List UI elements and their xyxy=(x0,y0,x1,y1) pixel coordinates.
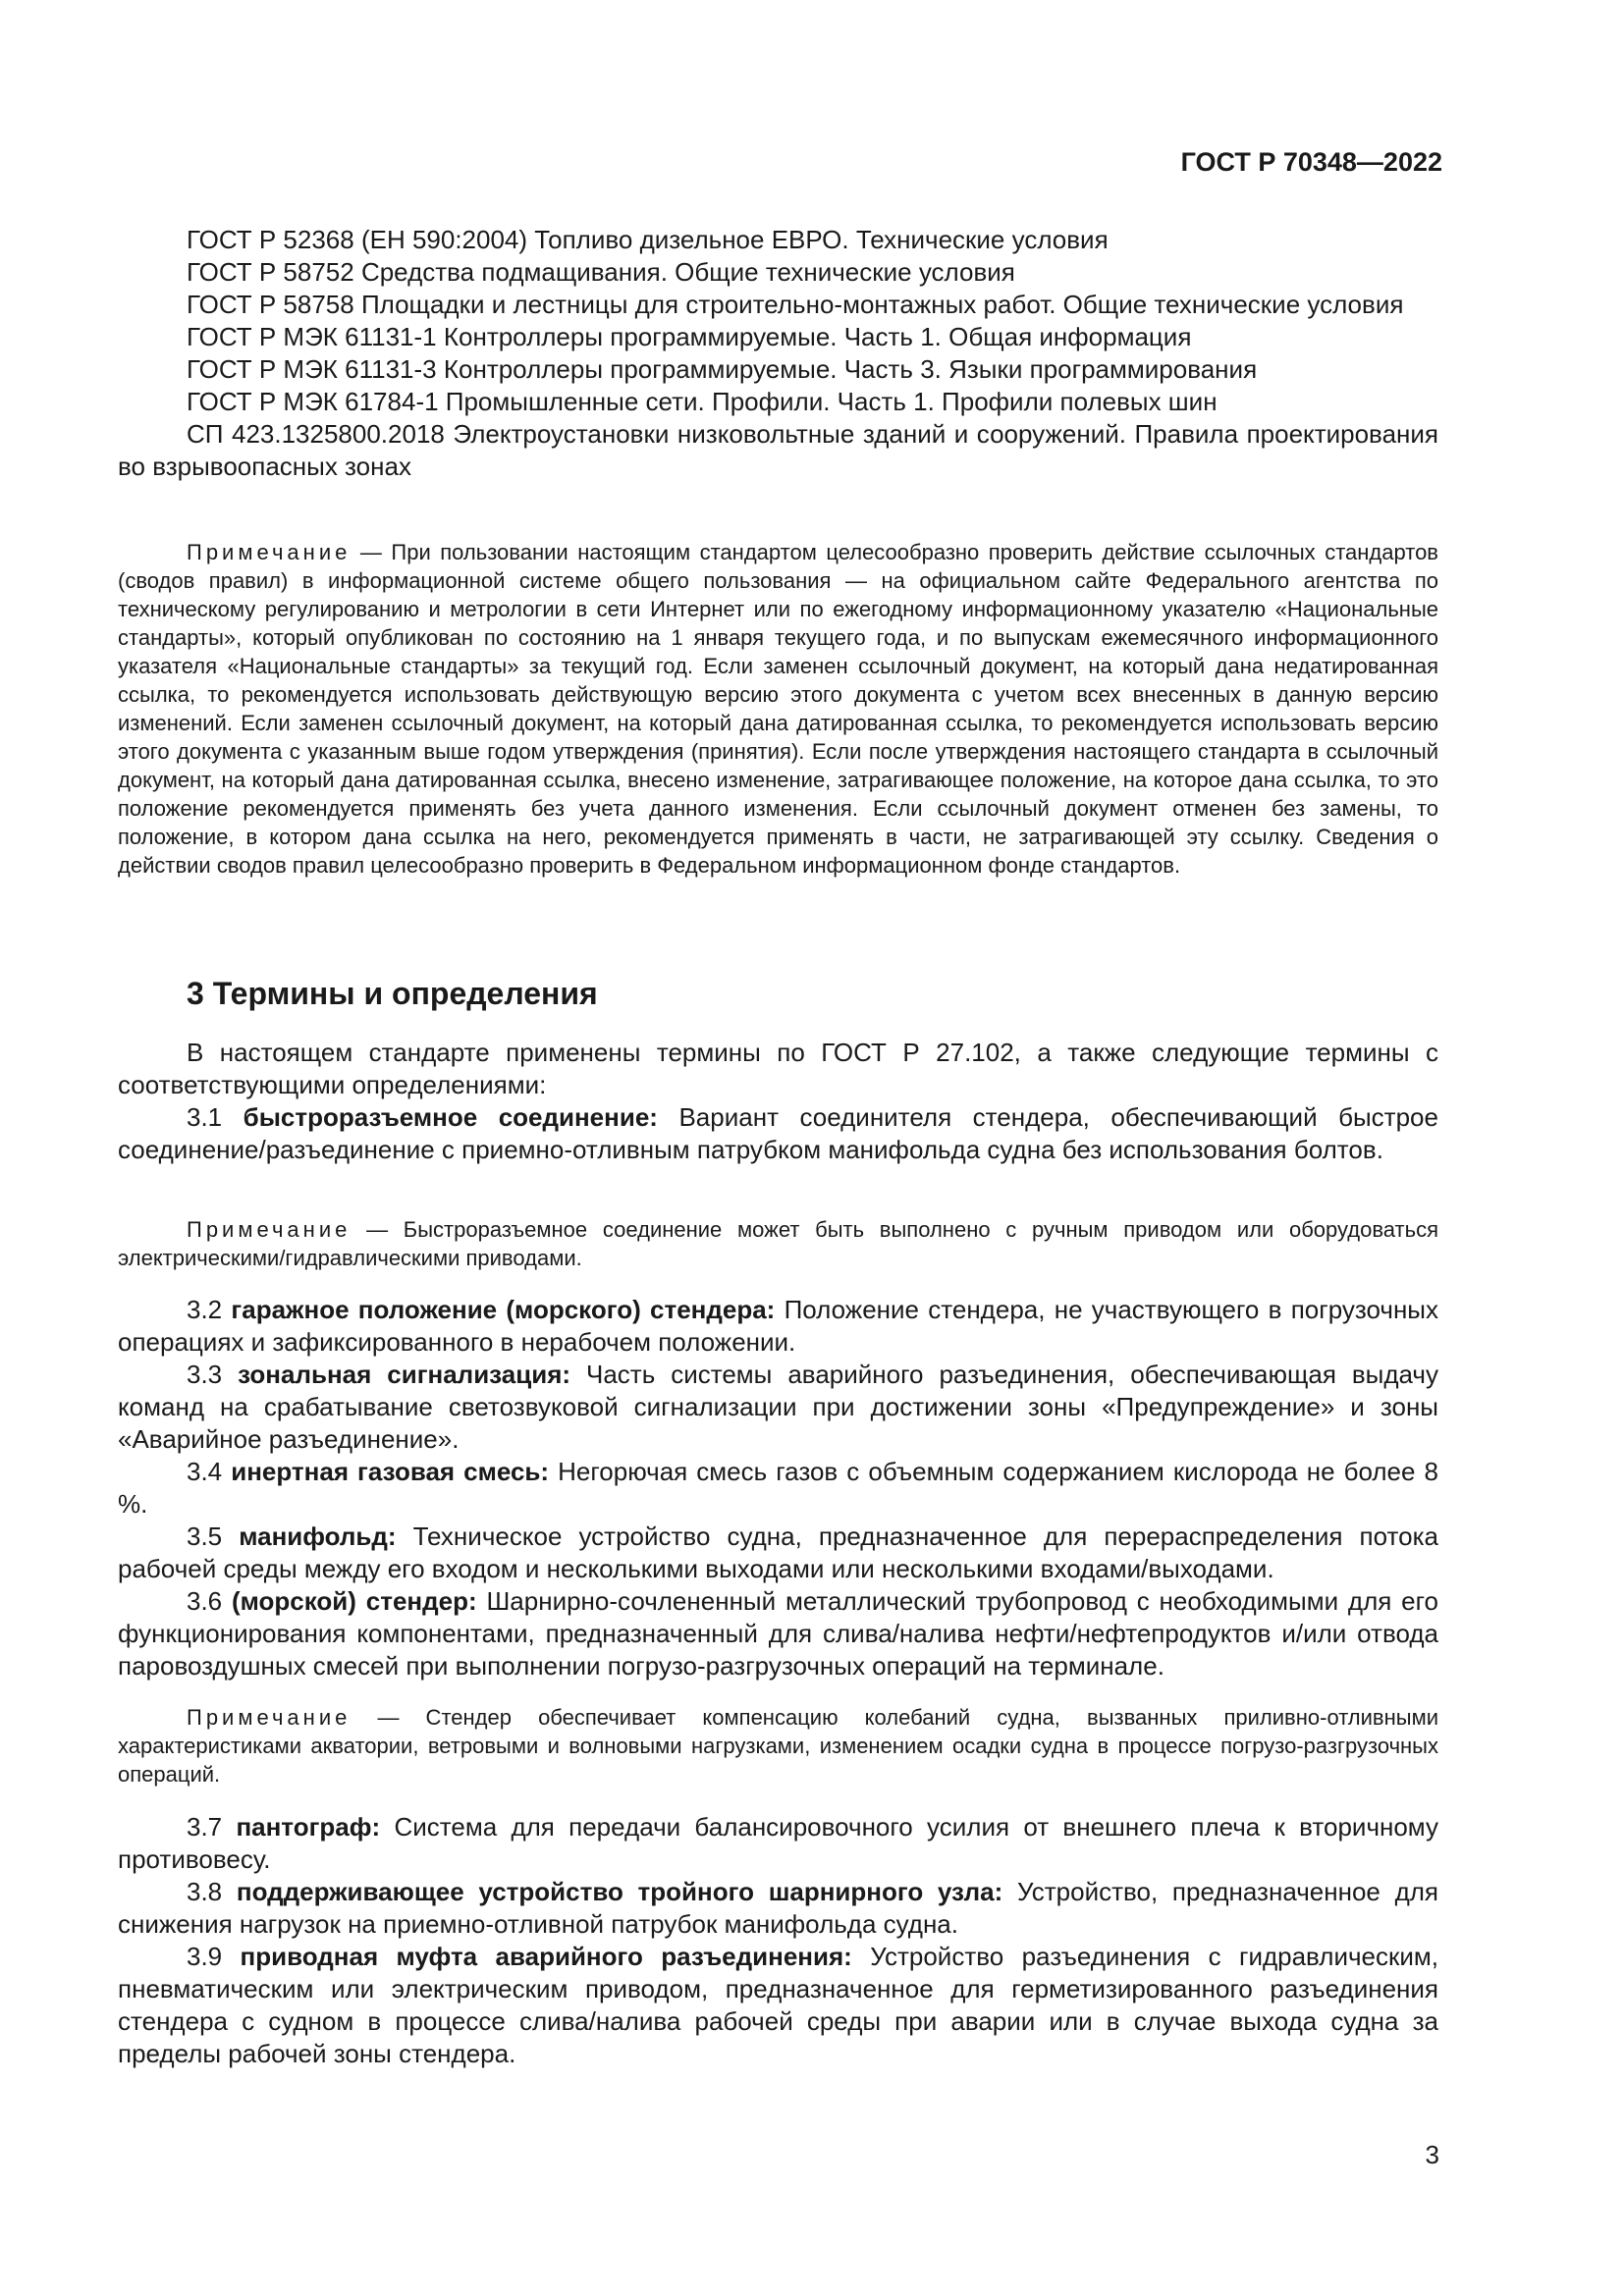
term-item: 3.7 пантограф: Система для передачи балансировочного усилия от внешнего плеча к вторичному противовесу. xyxy=(118,1812,1438,1874)
note-label: Примечание xyxy=(187,1217,352,1242)
term-item: 3.1 быстроразъемное соединение: Вариант соединителя стендера, обеспечивающий быстрое соединение/разъединение с приемно-отливным патрубком манифольда судна без использования болтов. xyxy=(118,1102,1438,1164)
note-text: — Стендер обеспечивает компенсацию колебаний судна, вызванных приливно-отливными характеристиками акватории, ветровыми и волновыми нагрузками, изменением осадки судна в процессе погрузо-разгрузочных операций. xyxy=(118,1705,1438,1787)
section-title: 3 Термины и определения xyxy=(187,976,598,1011)
terms-block-1 xyxy=(118,1294,1438,1682)
note-text: — Быстроразъемное соединение может быть выполнено с ручным приводом или оборудоваться электрическими/гидравлическими приводами. xyxy=(118,1217,1438,1270)
note-label: Примечание xyxy=(187,540,352,564)
section-intro-text: В настоящем стандарте применены термины по ГОСТ Р 27.102, а также следующие термины с соответствующими определениями: xyxy=(118,1038,1438,1099)
term-item: 3.6 (морской) стендер: Шарнирно-сочлененный металлический трубопровод с необходимыми для его функционирования компонентами, предназначенный для слива/налива нефти/нефтепродуктов и/или отвода паровоздушных смесей при выполнении погрузо-разгрузочных операций на терминале. xyxy=(118,1586,1438,1681)
document-header-id: ГОСТ Р 70348—2022 xyxy=(1180,147,1442,177)
term-item: 3.9 приводная муфта аварийного разъединения: Устройство разъединения с гидравлическим, пневматическим или электрическим приводом, предназначенное для герметизированного разъединения стендера с судном в процессе слива/налива рабочей среды при аварии или в случае выхода судна за пределы рабочей зоны стендера. xyxy=(118,1942,1438,2068)
term-item: 3.2 гаражное положение (морского) стендера: Положение стендера, не участвующего в погрузочных операциях и зафиксированного в нерабочем положении. xyxy=(118,1295,1438,1357)
reference-item: ГОСТ Р 58758 Площадки и лестницы для строительно-монтажных работ. Общие технические условия xyxy=(187,290,1404,319)
term-item: 3.3 зональная сигнализация: Часть системы аварийного разъединения, обеспечивающая выдачу команд на срабатывание светозвуковой сигнализации при достижении зоны «Предупреждение» и зоны «Аварийное разъединение». xyxy=(118,1360,1438,1454)
reference-item: ГОСТ Р МЭК 61784-1 Промышленные сети. Профили. Часть 1. Профили полевых шин xyxy=(187,387,1218,416)
references-list xyxy=(118,224,1438,483)
note-text: — При пользовании настоящим стандартом целесообразно проверить действие ссылочных стандартов (сводов правил) в информационной системе общего пользования — на официальном сайте Федерального агентства по техническому регулированию и метрологии в сети Интернет или по ежегодному информационному указателю «Национальные стандарты», который опубликован по состоянию на 1 января текущего года, и по выпускам ежемесячного информационного указателя «Национальные стандарты» за текущий год. Если заменен ссылочный документ, на который дана недатированная ссылка, то рекомендуется использовать действующую версию этого документа с учетом всех внесенных в данную версию изменений. Если заменен ссылочный документ, на который дана датированная ссылка, то рекомендуется использовать версию этого документа с указанным выше годом утверждения (принятия). Если после утверждения настоящего стандарта в ссылочный документ, на который дана датированная ссылка, внесено изменение, затрагивающее положение, на которое дана ссылка, то это положение рекомендуется применять без учета данного изменения. Если ссылочный документ отменен без замены, то положение, в котором дана ссылка на него, рекомендуется применять в части, не затрагивающей эту ссылку. Сведения о действии сводов правил целесообразно проверить в Федеральном информационном фонде стандартов. xyxy=(118,540,1438,878)
terms-block-2 xyxy=(118,1811,1438,2070)
reference-item: ГОСТ Р МЭК 61131-1 Контроллеры программируемые. Часть 1. Общая информация xyxy=(187,322,1192,351)
note-label: Примечание xyxy=(187,1705,352,1730)
page-number: 3 xyxy=(1425,2140,1439,2169)
section-intro xyxy=(118,1037,1438,1166)
reference-item: ГОСТ Р 58752 Средства подмащивания. Общие технические условия xyxy=(187,257,1015,287)
note-term-3-1 xyxy=(118,1215,1438,1272)
term-item: 3.5 манифольд: Техническое устройство судна, предназначенное для перераспределения потока рабочей среды между его входом и несколькими выходами или несколькими входами/выходами. xyxy=(118,1522,1438,1583)
term-item: 3.4 инертная газовая смесь: Негорючая смесь газов с объемным содержанием кислорода не более 8 %. xyxy=(118,1457,1438,1519)
note-references xyxy=(118,538,1438,880)
term-item: 3.8 поддерживающее устройство тройного шарнирного узла: Устройство, предназначенное для снижения нагрузок на приемно-отливной патрубок манифольда судна. xyxy=(118,1877,1438,1939)
section-3 xyxy=(118,974,1438,1013)
note-term-3-6 xyxy=(118,1703,1438,1789)
reference-item: СП 423.1325800.2018 Электроустановки низковольтные зданий и сооружений. Правила проектирования во взрывоопасных зонах xyxy=(118,419,1438,481)
reference-item: ГОСТ Р МЭК 61131-3 Контроллеры программируемые. Часть 3. Языки программирования xyxy=(187,354,1258,384)
reference-item: ГОСТ Р 52368 (ЕН 590:2004) Топливо дизельное ЕВРО. Технические условия xyxy=(187,225,1109,254)
